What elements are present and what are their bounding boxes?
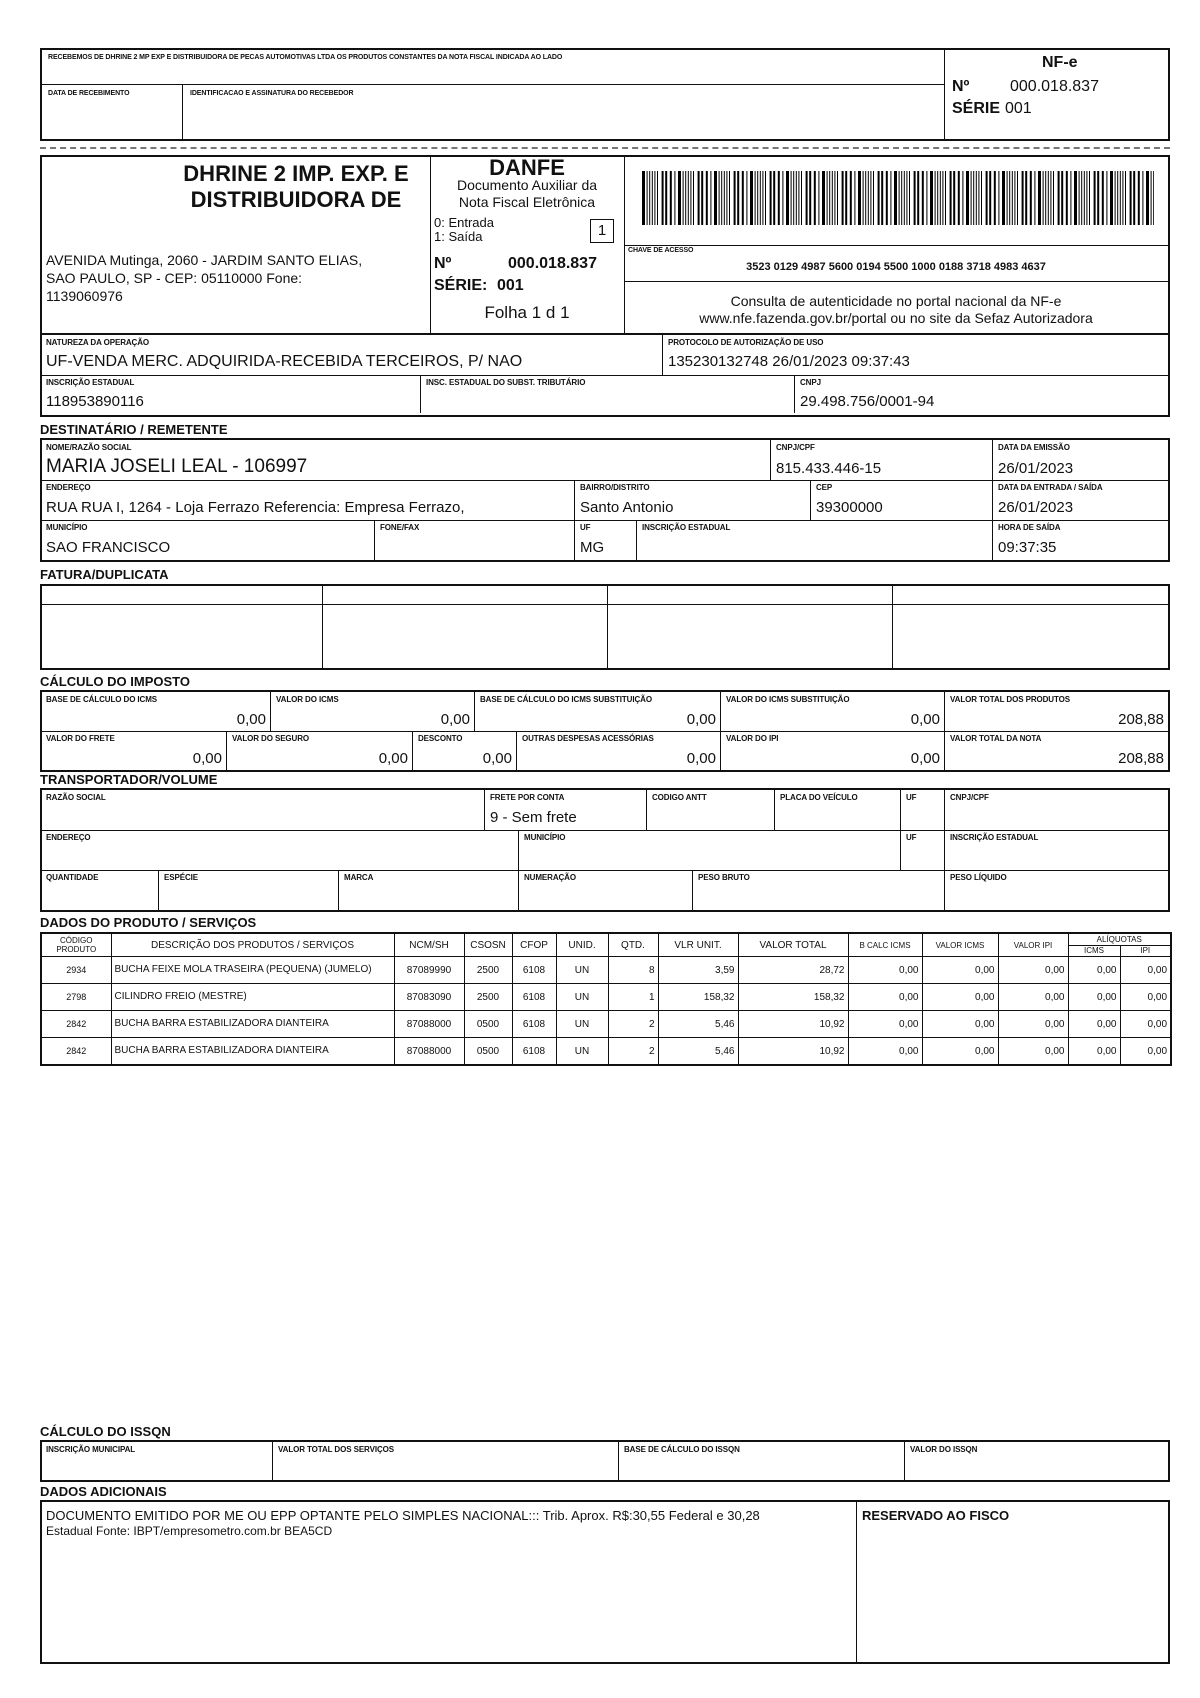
- cell-valor-ipi: 0,00: [998, 1011, 1068, 1038]
- cell-descricao: CILINDRO FREIO (MESTRE): [111, 984, 394, 1011]
- cell-vlr-unit: 5,46: [658, 1011, 738, 1038]
- danfe-subtitle-line2: Nota Fiscal Eletrônica: [458, 194, 596, 210]
- cnpj-emitente-value: 29.498.756/0001-94: [800, 393, 935, 410]
- transportador-section-title: TRANSPORTADOR/VOLUME: [40, 772, 218, 787]
- th-bcalc: B CALC ICMS: [848, 933, 922, 957]
- cell-valor-icms: 0,00: [922, 1038, 998, 1066]
- emitente-address-line2: SAO PAULO, SP - CEP: 05110000 Fone:: [46, 270, 303, 286]
- destinatario-section-title: DESTINATÁRIO / REMETENTE: [40, 422, 228, 437]
- transp-peso-liquido-label: PESO LÍQUIDO: [950, 873, 1007, 882]
- cell-ncm: 87089990: [394, 957, 464, 984]
- cell-aliq-icms: 0,00: [1068, 1038, 1120, 1066]
- th-valor-total: VALOR TOTAL: [738, 933, 848, 957]
- natureza-value: UF-VENDA MERC. ADQUIRIDA-RECEBIDA TERCEIROS, P/ NAO: [46, 353, 523, 370]
- cell-ncm: 87083090: [394, 984, 464, 1011]
- cell-bcalc: 0,00: [848, 1011, 922, 1038]
- operacao-box: [40, 335, 1170, 417]
- natureza-label: NATUREZA DA OPERAÇÃO: [46, 338, 150, 347]
- ipi-label: VALOR DO IPI: [726, 734, 779, 743]
- cell-valor-ipi: 0,00: [998, 957, 1068, 984]
- adicionais-box: [40, 1500, 1170, 1664]
- th-aliq-icms: ICMS: [1068, 945, 1120, 957]
- canhoto-numero-label: Nº: [952, 78, 970, 95]
- cell-bcalc: 0,00: [848, 984, 922, 1011]
- cell-descricao: BUCHA BARRA ESTABILIZADORA DIANTEIRA: [111, 1011, 394, 1038]
- cell-codigo: 2934: [41, 957, 111, 984]
- cell-bcalc: 0,00: [848, 1038, 922, 1066]
- th-aliq-ipi: IPI: [1120, 945, 1171, 957]
- canhoto-serie-label: SÉRIE: [952, 100, 1001, 117]
- cell-aliq-icms: 0,00: [1068, 984, 1120, 1011]
- transp-peso-bruto-label: PESO BRUTO: [698, 873, 750, 882]
- table-row: [41, 957, 1171, 984]
- dest-nome-value: MARIA JOSELI LEAL - 106997: [46, 456, 308, 477]
- emitente-name-line1: DHRINE 2 IMP. EXP. E: [183, 161, 409, 186]
- issqn-base-label: BASE DE CÁLCULO DO ISSQN: [624, 1445, 740, 1454]
- produtos-header-row: [41, 933, 1171, 945]
- dest-entrada-saida-value: 26/01/2023: [998, 499, 1074, 516]
- th-csosn: CSOSN: [464, 933, 512, 957]
- cell-cfop: 6108: [512, 957, 556, 984]
- cell-cfop: 6108: [512, 1011, 556, 1038]
- destinatario-box: [40, 438, 1170, 562]
- seguro-label: VALOR DO SEGURO: [232, 734, 310, 743]
- outras-label: OUTRAS DESPESAS ACESSÓRIAS: [522, 734, 654, 743]
- outras-value: 0,00: [686, 750, 716, 767]
- chave-label: CHAVE DE ACESSO: [628, 247, 694, 254]
- dest-cnpj-label: CNPJ/CPF: [776, 443, 815, 452]
- cell-valor-ipi: 0,00: [998, 984, 1068, 1011]
- cell-csosn: 2500: [464, 984, 512, 1011]
- dest-municipio-label: MUNICÍPIO: [46, 523, 88, 532]
- transp-marca-label: MARCA: [344, 873, 374, 882]
- valor-icms-label: VALOR DO ICMS: [276, 695, 339, 704]
- cell-valor-total: 10,92: [738, 1038, 848, 1066]
- table-row: [41, 1038, 1171, 1066]
- th-cfop: CFOP: [512, 933, 556, 957]
- total-nota-label: VALOR TOTAL DA NOTA: [950, 734, 1042, 743]
- danfe-numero: 000.018.837: [508, 255, 597, 272]
- issqn-im-label: INSCRIÇÃO MUNICIPAL: [46, 1445, 136, 1454]
- danfe-saida: 1: Saída: [434, 229, 483, 244]
- danfe-serie-label: SÉRIE:: [434, 277, 488, 294]
- chave-value: 3523 0129 4987 5600 0194 5500 1000 0188 3718 4983 4637: [746, 261, 1046, 273]
- cell-bcalc: 0,00: [848, 957, 922, 984]
- transp-especie-label: ESPÉCIE: [164, 873, 198, 882]
- barcode: [642, 171, 1154, 225]
- transp-numeracao-label: NUMERAÇÃO: [524, 873, 576, 882]
- ipi-value: 0,00: [910, 750, 940, 767]
- cell-csosn: 2500: [464, 957, 512, 984]
- emitente-address-line3: 1139060976: [46, 288, 123, 304]
- dest-uf-label: UF: [580, 523, 591, 532]
- dest-cep-label: CEP: [816, 483, 833, 492]
- cell-codigo: 2842: [41, 1011, 111, 1038]
- cell-unid: UN: [556, 1011, 608, 1038]
- dest-bairro-label: BAIRRO/DISTRITO: [580, 483, 650, 492]
- cell-vlr-unit: 3,59: [658, 957, 738, 984]
- data-recebimento-label: DATA DE RECEBIMENTO: [48, 90, 130, 97]
- valor-icms-st-value: 0,00: [910, 711, 940, 728]
- cell-aliq-ipi: 0,00: [1120, 1038, 1171, 1066]
- dest-emissao-value: 26/01/2023: [998, 460, 1074, 477]
- imposto-box: [40, 690, 1170, 772]
- canhoto-nfe-label: NF-e: [1042, 54, 1078, 71]
- cell-qtd: 2: [608, 1011, 658, 1038]
- frete-value: 0,00: [192, 750, 222, 767]
- fisco-label: RESERVADO AO FISCO: [862, 1508, 1010, 1523]
- canhoto-numero: 000.018.837: [1010, 78, 1099, 95]
- transp-municipio-label: MUNICÍPIO: [524, 833, 566, 842]
- cell-qtd: 8: [608, 957, 658, 984]
- ie-label: INSCRIÇÃO ESTADUAL: [46, 378, 135, 387]
- th-descricao: DESCRIÇÃO DOS PRODUTOS / SERVIÇOS: [111, 933, 394, 957]
- assinatura-label: IDENTIFICACAO E ASSINATURA DO RECEBEDOR: [190, 90, 354, 97]
- issqn-section-title: CÁLCULO DO ISSQN: [40, 1424, 171, 1439]
- th-valor-icms: VALOR ICMS: [922, 933, 998, 957]
- table-row: [41, 984, 1171, 1011]
- transp-uf-label: UF: [906, 793, 917, 802]
- th-unid: UNID.: [556, 933, 608, 957]
- cell-csosn: 0500: [464, 1011, 512, 1038]
- dest-uf-value: MG: [580, 539, 605, 556]
- transp-quantidade-label: QUANTIDADE: [46, 873, 99, 882]
- emitente-name-line2: DISTRIBUIDORA DE: [190, 187, 402, 212]
- total-produtos-value: 208,88: [1118, 711, 1164, 728]
- transp-antt-label: CODIGO ANTT: [652, 793, 707, 802]
- protocolo-label: PROTOCOLO DE AUTORIZAÇÃO DE USO: [668, 338, 824, 347]
- cell-valor-total: 10,92: [738, 1011, 848, 1038]
- th-ncm: NCM/SH: [394, 933, 464, 957]
- cell-valor-icms: 0,00: [922, 957, 998, 984]
- base-icms-label: BASE DE CÁLCULO DO ICMS: [46, 695, 158, 704]
- cell-aliq-icms: 0,00: [1068, 957, 1120, 984]
- dest-cep-value: 39300000: [816, 499, 883, 516]
- cell-aliq-ipi: 0,00: [1120, 1011, 1171, 1038]
- cell-aliq-icms: 0,00: [1068, 1011, 1120, 1038]
- dest-hora-label: HORA DE SAÍDA: [998, 523, 1061, 532]
- dest-emissao-label: DATA DA EMISSÃO: [998, 443, 1070, 452]
- danfe-serie: 001: [497, 277, 524, 294]
- base-icms-st-label: BASE DE CÁLCULO DO ICMS SUBSTITUIÇÃO: [480, 695, 652, 704]
- valor-icms-value: 0,00: [440, 711, 470, 728]
- dest-entrada-saida-label: DATA DA ENTRADA / SAÍDA: [998, 483, 1103, 492]
- ie-value: 118953890116: [46, 393, 144, 410]
- canhoto-section: [40, 48, 1170, 141]
- th-aliquotas: ALÍQUOTAS: [1068, 933, 1171, 945]
- cell-ncm: 87088000: [394, 1011, 464, 1038]
- cell-descricao: BUCHA BARRA ESTABILIZADORA DIANTEIRA: [111, 1038, 394, 1066]
- cell-unid: UN: [556, 1038, 608, 1066]
- emitente-address-line1: AVENIDA Mutinga, 2060 - JARDIM SANTO ELIAS,: [46, 252, 363, 268]
- danfe-entrada: 0: Entrada: [434, 215, 494, 230]
- cell-unid: UN: [556, 957, 608, 984]
- cell-aliq-ipi: 0,00: [1120, 957, 1171, 984]
- frete-label: VALOR DO FRETE: [46, 734, 115, 743]
- produtos-section-title: DADOS DO PRODUTO / SERVIÇOS: [40, 915, 257, 930]
- cnpj-emitente-label: CNPJ: [800, 378, 821, 387]
- cell-qtd: 2: [608, 1038, 658, 1066]
- imposto-section-title: CÁLCULO DO IMPOSTO: [40, 674, 190, 689]
- cell-valor-total: 28,72: [738, 957, 848, 984]
- cell-csosn: 0500: [464, 1038, 512, 1066]
- cell-vlr-unit: 158,32: [658, 984, 738, 1011]
- cell-valor-total: 158,32: [738, 984, 848, 1011]
- cell-descricao: BUCHA FEIXE MOLA TRASEIRA (PEQUENA) (JUMELO): [111, 957, 394, 984]
- danfe-title: DANFE: [489, 155, 565, 180]
- transp-razao-label: RAZÃO SOCIAL: [46, 793, 106, 802]
- base-icms-st-value: 0,00: [686, 711, 716, 728]
- th-valor-ipi: VALOR IPI: [998, 933, 1068, 957]
- cell-valor-ipi: 0,00: [998, 1038, 1068, 1066]
- danfe-numero-label: Nº: [434, 255, 452, 272]
- issqn-valor-label: VALOR DO ISSQN: [910, 1445, 978, 1454]
- fatura-section-title: FATURA/DUPLICATA: [40, 567, 169, 582]
- dest-bairro-value: Santo Antonio: [580, 499, 674, 516]
- cell-qtd: 1: [608, 984, 658, 1011]
- transp-placa-label: PLACA DO VEÍCULO: [780, 793, 858, 802]
- cell-valor-icms: 0,00: [922, 1011, 998, 1038]
- adicionais-info-line1: DOCUMENTO EMITIDO POR ME OU EPP OPTANTE PELO SIMPLES NACIONAL::: Trib. Aprox. R$:30,55 Federal e 30,28: [46, 1508, 760, 1523]
- th-codigo: CÓDIGO PRODUTO: [41, 933, 111, 957]
- adicionais-section-title: DADOS ADICIONAIS: [40, 1484, 167, 1499]
- dest-municipio-value: SAO FRANCISCO: [46, 539, 171, 556]
- danfe-tipo-box: 1: [590, 219, 614, 243]
- dest-hora-value: 09:37:35: [998, 539, 1057, 556]
- produtos-table: [40, 932, 1172, 1066]
- table-row: [41, 1011, 1171, 1038]
- dest-fone-label: FONE/FAX: [380, 523, 420, 532]
- valor-icms-st-label: VALOR DO ICMS SUBSTITUIÇÃO: [726, 695, 850, 704]
- desconto-value: 0,00: [482, 750, 512, 767]
- dest-ie-label: INSCRIÇÃO ESTADUAL: [642, 523, 731, 532]
- cell-cfop: 6108: [512, 984, 556, 1011]
- cell-codigo: 2842: [41, 1038, 111, 1066]
- total-nota-value: 208,88: [1118, 750, 1164, 767]
- ie-st-label: INSC. ESTADUAL DO SUBST. TRIBUTÁRIO: [426, 378, 586, 387]
- cell-cfop: 6108: [512, 1038, 556, 1066]
- dest-endereco-label: ENDEREÇO: [46, 483, 91, 492]
- transp-ie-label: INSCRIÇÃO ESTADUAL: [950, 833, 1039, 842]
- fatura-box: [40, 584, 1170, 670]
- desconto-label: DESCONTO: [418, 734, 463, 743]
- cell-valor-icms: 0,00: [922, 984, 998, 1011]
- dest-nome-label: NOME/RAZÃO SOCIAL: [46, 443, 132, 452]
- cut-line: [40, 147, 1170, 149]
- canhoto-statement: RECEBEMOS DE DHRINE 2 MP EXP E DISTRIBUIDORA DE PECAS AUTOMOTIVAS LTDA OS PRODUTOS CONSTANTES DA NOTA FISCAL INDICADA AO LADO: [48, 54, 563, 61]
- cell-aliq-ipi: 0,00: [1120, 984, 1171, 1011]
- issqn-box: [40, 1440, 1170, 1482]
- emitente-box: [40, 155, 1170, 335]
- transportador-box: [40, 788, 1170, 912]
- danfe-subtitle-line1: Documento Auxiliar da: [456, 177, 598, 193]
- protocolo-value: 135230132748 26/01/2023 09:37:43: [668, 353, 910, 370]
- dest-cnpj-value: 815.433.446-15: [776, 460, 882, 477]
- base-icms-value: 0,00: [236, 711, 266, 728]
- transp-endereco-label: ENDEREÇO: [46, 833, 91, 842]
- transp-frete-label: FRETE POR CONTA: [490, 793, 565, 802]
- cell-ncm: 87088000: [394, 1038, 464, 1066]
- transp-uf2-label: UF: [906, 833, 917, 842]
- cell-vlr-unit: 5,46: [658, 1038, 738, 1066]
- consulta-line2: www.nfe.fazenda.gov.br/portal ou no site da Sefaz Autorizadora: [699, 310, 1093, 326]
- cell-codigo: 2798: [41, 984, 111, 1011]
- consulta-line1: Consulta de autenticidade no portal nacional da NF-e: [730, 293, 1062, 309]
- th-qtd: QTD.: [608, 933, 658, 957]
- transp-cnpj-label: CNPJ/CPF: [950, 793, 989, 802]
- total-produtos-label: VALOR TOTAL DOS PRODUTOS: [950, 695, 1070, 704]
- adicionais-info-line2: Estadual Fonte: IBPT/empresometro.com.br BEA5CD: [46, 1524, 333, 1538]
- issqn-total-servicos-label: VALOR TOTAL DOS SERVIÇOS: [278, 1445, 394, 1454]
- transp-frete-value: 9 - Sem frete: [490, 809, 577, 826]
- canhoto-serie: 001: [1005, 100, 1032, 117]
- seguro-value: 0,00: [378, 750, 408, 767]
- dest-endereco-value: RUA RUA I, 1264 - Loja Ferrazo Referencia: Empresa Ferrazo,: [46, 499, 465, 516]
- danfe-folha: Folha 1 d 1: [484, 303, 570, 322]
- cell-unid: UN: [556, 984, 608, 1011]
- th-vlr-unit: VLR UNIT.: [658, 933, 738, 957]
